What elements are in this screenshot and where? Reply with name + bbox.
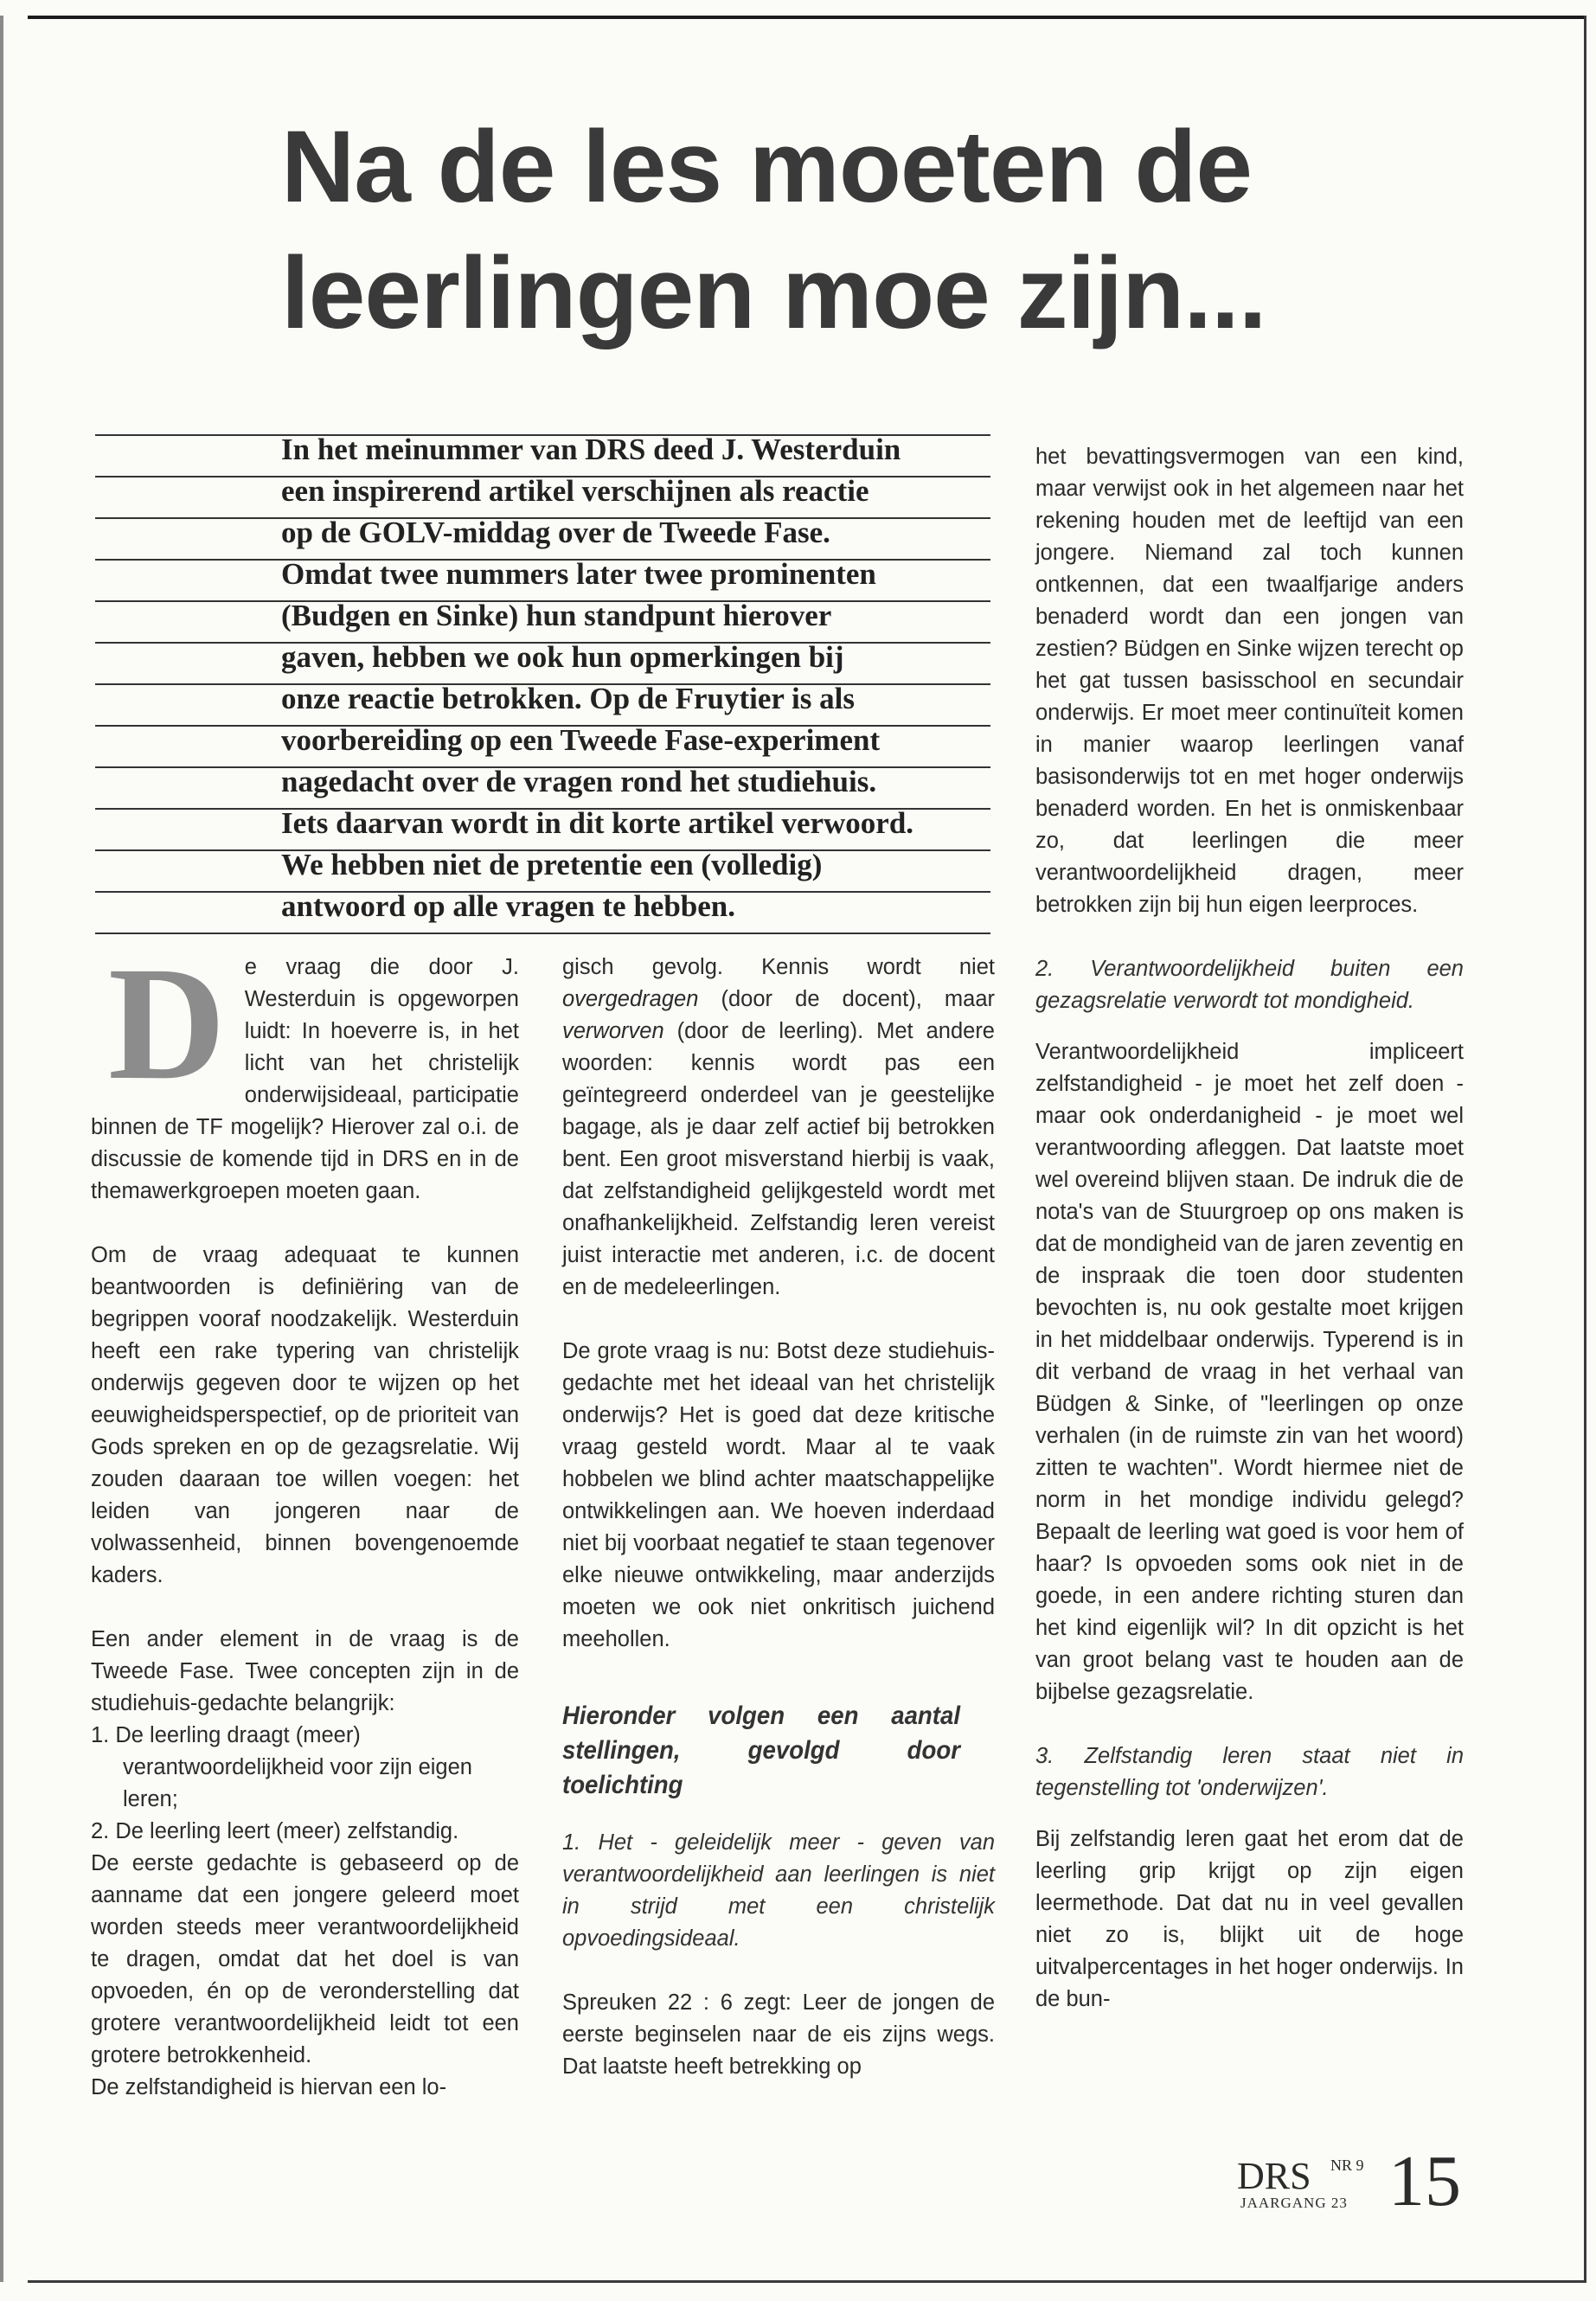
page-border-right [1584,16,1586,2282]
thesis-3: 3. Zelfstandig leren staat niet in tegenstelling tot 'onderwijzen'. [1035,1744,1464,1800]
issue-number: NR 9 [1330,2157,1364,2174]
page-border-top [28,16,1585,19]
intro-line: Iets daarvan wordt in dit korte artikel verwoord. [95,808,990,849]
thesis-1: 1. Het - geleidelijk meer - geven van verantwoordelijkheid aan leerlingen is niet in strijd met een christelijk opvoedingsideaal. [562,1830,995,1951]
page-border-bottom [28,2280,1586,2283]
thesis-2: 2. Verantwoordelijkheid buiten een gezagsrelatie verwordt tot mondigheid. [1035,957,1464,1013]
list-item: 1. De leerling draagt (meer) verantwoordelijkheid voor zijn eigen leren; [91,1723,472,1811]
subheading: Hieronder volgen een aantal stellingen, gevolgd door toelichting [562,1702,960,1799]
intro-line: voorbereiding op een Tweede Fase-experiment [95,725,990,766]
intro-line: nagedacht over de vragen rond het studiehuis. [95,766,990,808]
paragraph: Spreuken 22 : 6 zegt: Leer de jongen de eerste beginselen naar de eis zijns wegs. Dat laatste heeft betrekking op [562,1990,995,2079]
intro-line: antwoord op alle vragen te hebben. [95,891,990,934]
list-item: 2. De leerling leert (meer) zelfstandig. [91,1819,459,1843]
paragraph: Bij zelfstandig leren gaat het erom dat de leerling grip krijgt op zijn eigen leermethode. Dat dat nu in veel gevallen niet zo is, blijkt uit de hoge uitvalpercentages in het hoger onderwijs. In de bun- [1035,1827,1464,2011]
page-footer [1237,2141,1471,2227]
paragraph: het bevattingsvermogen van een kind, maar verwijst ook in het algemeen naar het rekening houden met de leeftijd van een jongere. Niemand zal toch kunnen ontkennen, dat een twaalfjarige anders benaderd wordt dan een jongen van zestien? Büdgen en Sinke wijzen terecht op het gat tussen basisschool en secundair onderwijs. Er moet meer continuïteit komen in manier waarop leerlingen vanaf basisonderwijs tot en met hoger onderwijs benaderd worden. En het is onmiskenbaar zo, dat leerlingen die meer verantwoordelijkheid dragen, meer betrokken zijn bij hun eigen leerproces. [1035,445,1464,917]
intro-line: op de GOLV-middag over de Tweede Fase. [95,517,990,559]
paragraph: De zelfstandigheid is hiervan een lo- [91,2075,447,2099]
paragraph: Om de vraag adequaat te kunnen beantwoorden is definiëring van de begrippen vooraf noodzakelijk. Westerduin heeft een rake typering van christelijk onderwijs gegeven door te wijzen op het eeuwigheidsperspectief, op de prioriteit van Gods spreken en op de gezagsrelatie. Wij zouden daaraan toe willen voegen: het leiden van jongeren naar de volwassenheid, binnen bovengenoemde kaders. [91,1243,519,1587]
paragraph: gisch gevolg. Kennis wordt niet overgedragen (door de docent), maar verworven (door de leerling). Met andere woorden: kennis wordt pas een geïntegreerd onderdeel van je geestelijke bagage, als je daar zelf actief bij betrokken bent. Een groot misverstand hierbij is vaak, dat zelfstandigheid gelijkgesteld wordt met onafhankelijkheid. Zelfstandig leren vereist juist interactie met anderen, i.c. de docent en de medeleerlingen. [562,955,995,1299]
intro-line: een inspirerend artikel verschijnen als reactie [95,476,990,517]
page-number: 15 [1388,2141,1461,2221]
column-3 [1035,441,1464,2016]
article-title [281,104,1492,356]
paragraph: De eerste gedachte is gebaseerd op de aanname dat een jongere geleerd moet worden steeds meer verantwoordelijkheid te dragen, omdat dat het doel is van opvoeden, én op de veronderstelling dat grotere verantwoordelijkheid leidt tot een grotere betrokkenheid. [91,1851,519,2067]
column-1 [91,933,519,2104]
intro-line: In het meinummer van DRS deed J. Westerduin [95,434,990,476]
intro-line: (Budgen en Sinke) hun standpunt hierover [95,600,990,642]
column-2 [562,952,995,2083]
paragraph: Een ander element in de vraag is de Tweede Fase. Twee concepten zijn in de studiehuis-gedachte belangrijk: [91,1627,519,1715]
intro-line: onze reactie betrokken. Op de Fruytier is als [95,683,990,725]
intro-line: Omdat twee nummers later twee prominenten [95,559,990,600]
paragraph: De grote vraag is nu: Botst deze studiehuis-gedachte met het ideaal van het christelijk onderwijs? Het is goed dat deze kritische vraag gesteld wordt. Maar al te vaak hobbelen we blind achter maatschappelijke ontwikkelingen aan. We hoeven inderdaad niet bij voorbaat negatief te staan tegenover elke nieuwe ontwikkeling, maar anderzijds moeten we ook niet onkritisch juichend meehollen. [562,1339,995,1651]
paragraph: e vraag die door J. Westerduin is opgeworpen luidt: In hoeverre is, in het licht van het christelijk onderwijsideaal, participatie binnen de TF mogelijk? Hierover zal o.i. de discussie de komende tijd in DRS en in de themawerkgroepen moeten gaan. [91,955,519,1203]
intro-line: We hebben niet de pretentie een (volledig) [95,849,990,891]
intro-block [95,434,990,934]
paragraph: Verantwoordelijkheid impliceert zelfstandigheid - je moet het zelf doen - maar ook onderdanigheid - je moet wel verantwoording afleggen. Dat laatste moet wel overeind blijven staan. De indruk die de nota's van de Stuurgroep op ons maken is dat de mondigheid van de jaren zeventig en de inspraak die toen door studenten bevochten is, nu ook gestalte moet krijgen in het middelbaar onderwijs. Typerend is in dit verband de vraag in het verhaal van Büdgen & Sinke, of "leerlingen op onze verhalen (in de ruimste zin van het woord) zitten te wachten". Wordt hiermee niet de norm in het mondige individu gelegd? Bepaalt de leerling wat goed is voor hem of haar? Is opvoeden soms ook niet in de goede, in een andere richting sturen dan het kind eigenlijk wil? In dit opzicht is het van groot belang vast te houden aan de bijbelse gezagsrelatie. [1035,1040,1464,1704]
volume: JAARGANG 23 [1240,2195,1348,2211]
drop-cap: D [108,933,226,1113]
intro-line: gaven, hebben we ook hun opmerkingen bij [95,642,990,683]
title-line-2: leerlingen moe zijn... [281,236,1266,350]
journal-name: DRS [1237,2155,1311,2197]
title-line-1: Na de les moeten de [281,110,1253,224]
page-border-left [0,16,3,2282]
